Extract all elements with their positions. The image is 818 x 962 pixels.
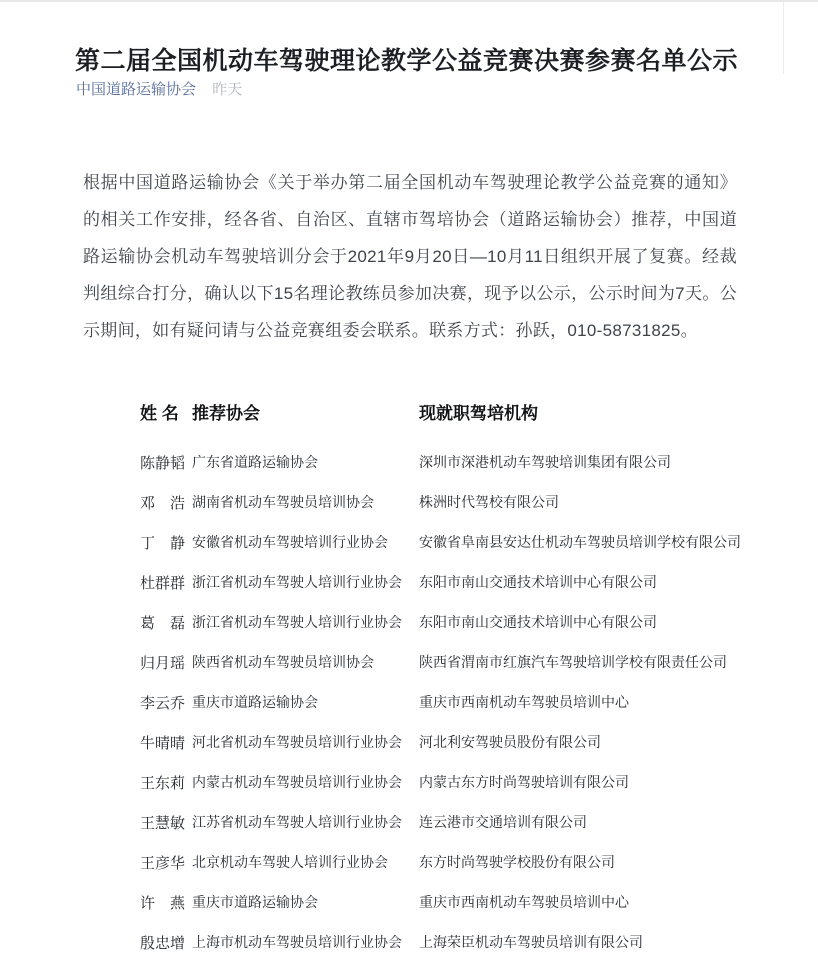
current-institution: 上海荣臣机动车驾驶员培训有限公司 — [419, 936, 643, 951]
table-row — [140, 442, 760, 482]
table-row — [140, 682, 760, 722]
recommending-association: 广东省道路运输协会 — [192, 456, 318, 471]
member-name: 殷忠增 — [140, 935, 186, 952]
current-institution: 内蒙古东方时尚驾驶培训有限公司 — [419, 776, 629, 791]
header-institution: 现就职驾培机构 — [419, 404, 538, 423]
article-paragraph: 根据中国道路运输协会《关于举办第二届全国机动车驾驶理论教学公益竞赛的通知》的相关工作安排，经各省、自治区、直辖市驾培协会（道路运输协会）推荐，中国道路运输协会机动车驾驶培训分会于2021年9月20日—10月11日组织开展了复赛。经裁判组综合打分，确认以下15名理论教练员参加决赛，现予以公示，公示时间为7天。公示期间，如有疑问请与公益竞赛组委会联系。联系方式：孙跃，010-58731825。 — [83, 173, 737, 340]
window-edge-notch — [783, 2, 784, 74]
recommending-association: 浙江省机动车驾驶人培训行业协会 — [192, 616, 402, 631]
current-institution: 连云港市交通培训有限公司 — [419, 816, 587, 831]
account-name-link[interactable]: 中国道路运输协会 — [76, 81, 197, 98]
header-name: 姓 名 — [140, 404, 179, 423]
recommending-association: 江苏省机动车驾驶人培训行业协会 — [192, 816, 402, 831]
table-row — [140, 482, 760, 522]
current-institution: 东阳市南山交通技术培训中心有限公司 — [419, 616, 657, 631]
table-row — [140, 602, 760, 642]
current-institution: 重庆市西南机动车驾驶员培训中心 — [419, 696, 629, 711]
roster-table-header — [140, 399, 760, 429]
recommending-association: 浙江省机动车驾驶人培训行业协会 — [192, 576, 402, 591]
recommending-association: 重庆市道路运输协会 — [192, 896, 318, 911]
member-name: 归月瑶 — [140, 655, 186, 672]
member-name: 王东莉 — [140, 775, 186, 792]
recommending-association: 重庆市道路运输协会 — [192, 696, 318, 711]
table-row — [140, 802, 760, 842]
member-name: 李云乔 — [140, 695, 186, 712]
recommending-association: 内蒙古机动车驾驶员培训行业协会 — [192, 776, 402, 791]
recommending-association: 上海市机动车驾驶员培训行业协会 — [192, 936, 402, 951]
current-institution: 安徽省阜南县安达仕机动车驾驶员培训学校有限公司 — [419, 536, 741, 551]
article-title: 第二届全国机动车驾驶理论教学公益竞赛决赛参赛名单公示 — [75, 46, 739, 75]
byline — [76, 80, 242, 100]
current-institution: 株洲时代驾校有限公司 — [419, 496, 559, 511]
table-row — [140, 722, 760, 762]
member-name: 王彦华 — [140, 855, 186, 872]
member-name: 葛 磊 — [140, 615, 186, 632]
publish-time: 昨天 — [212, 81, 243, 98]
recommending-association: 湖南省机动车驾驶员培训协会 — [192, 496, 374, 511]
member-name: 丁 静 — [140, 535, 186, 552]
member-name: 邓 浩 — [140, 495, 186, 512]
roster-table-body — [140, 442, 760, 962]
window-top-edge — [0, 0, 818, 2]
table-row — [140, 882, 760, 922]
table-row — [140, 642, 760, 682]
current-institution: 东方时尚驾驶学校股份有限公司 — [419, 856, 615, 871]
recommending-association: 陕西省机动车驾驶员培训协会 — [192, 656, 374, 671]
roster-table — [140, 399, 760, 962]
recommending-association: 北京机动车驾驶人培训行业协会 — [192, 856, 388, 871]
member-name: 杜群群 — [140, 575, 186, 592]
member-name: 牛晴晴 — [140, 735, 186, 752]
member-name: 王慧敏 — [140, 815, 186, 832]
table-row — [140, 762, 760, 802]
table-row — [140, 522, 760, 562]
recommending-association: 安徽省机动车驾驶培训行业协会 — [192, 536, 388, 551]
current-institution: 东阳市南山交通技术培训中心有限公司 — [419, 576, 657, 591]
current-institution: 陕西省渭南市红旗汽车驾驶培训学校有限责任公司 — [419, 656, 727, 671]
current-institution: 河北利安驾驶员股份有限公司 — [419, 736, 601, 751]
current-institution: 深圳市深港机动车驾驶培训集团有限公司 — [419, 456, 671, 471]
header-association: 推荐协会 — [192, 404, 260, 423]
current-institution: 重庆市西南机动车驾驶员培训中心 — [419, 896, 629, 911]
member-name: 陈静韬 — [140, 455, 186, 472]
table-row — [140, 842, 760, 882]
table-row — [140, 922, 760, 962]
member-name: 许 燕 — [140, 895, 186, 912]
recommending-association: 河北省机动车驾驶员培训行业协会 — [192, 736, 402, 751]
table-row — [140, 562, 760, 602]
